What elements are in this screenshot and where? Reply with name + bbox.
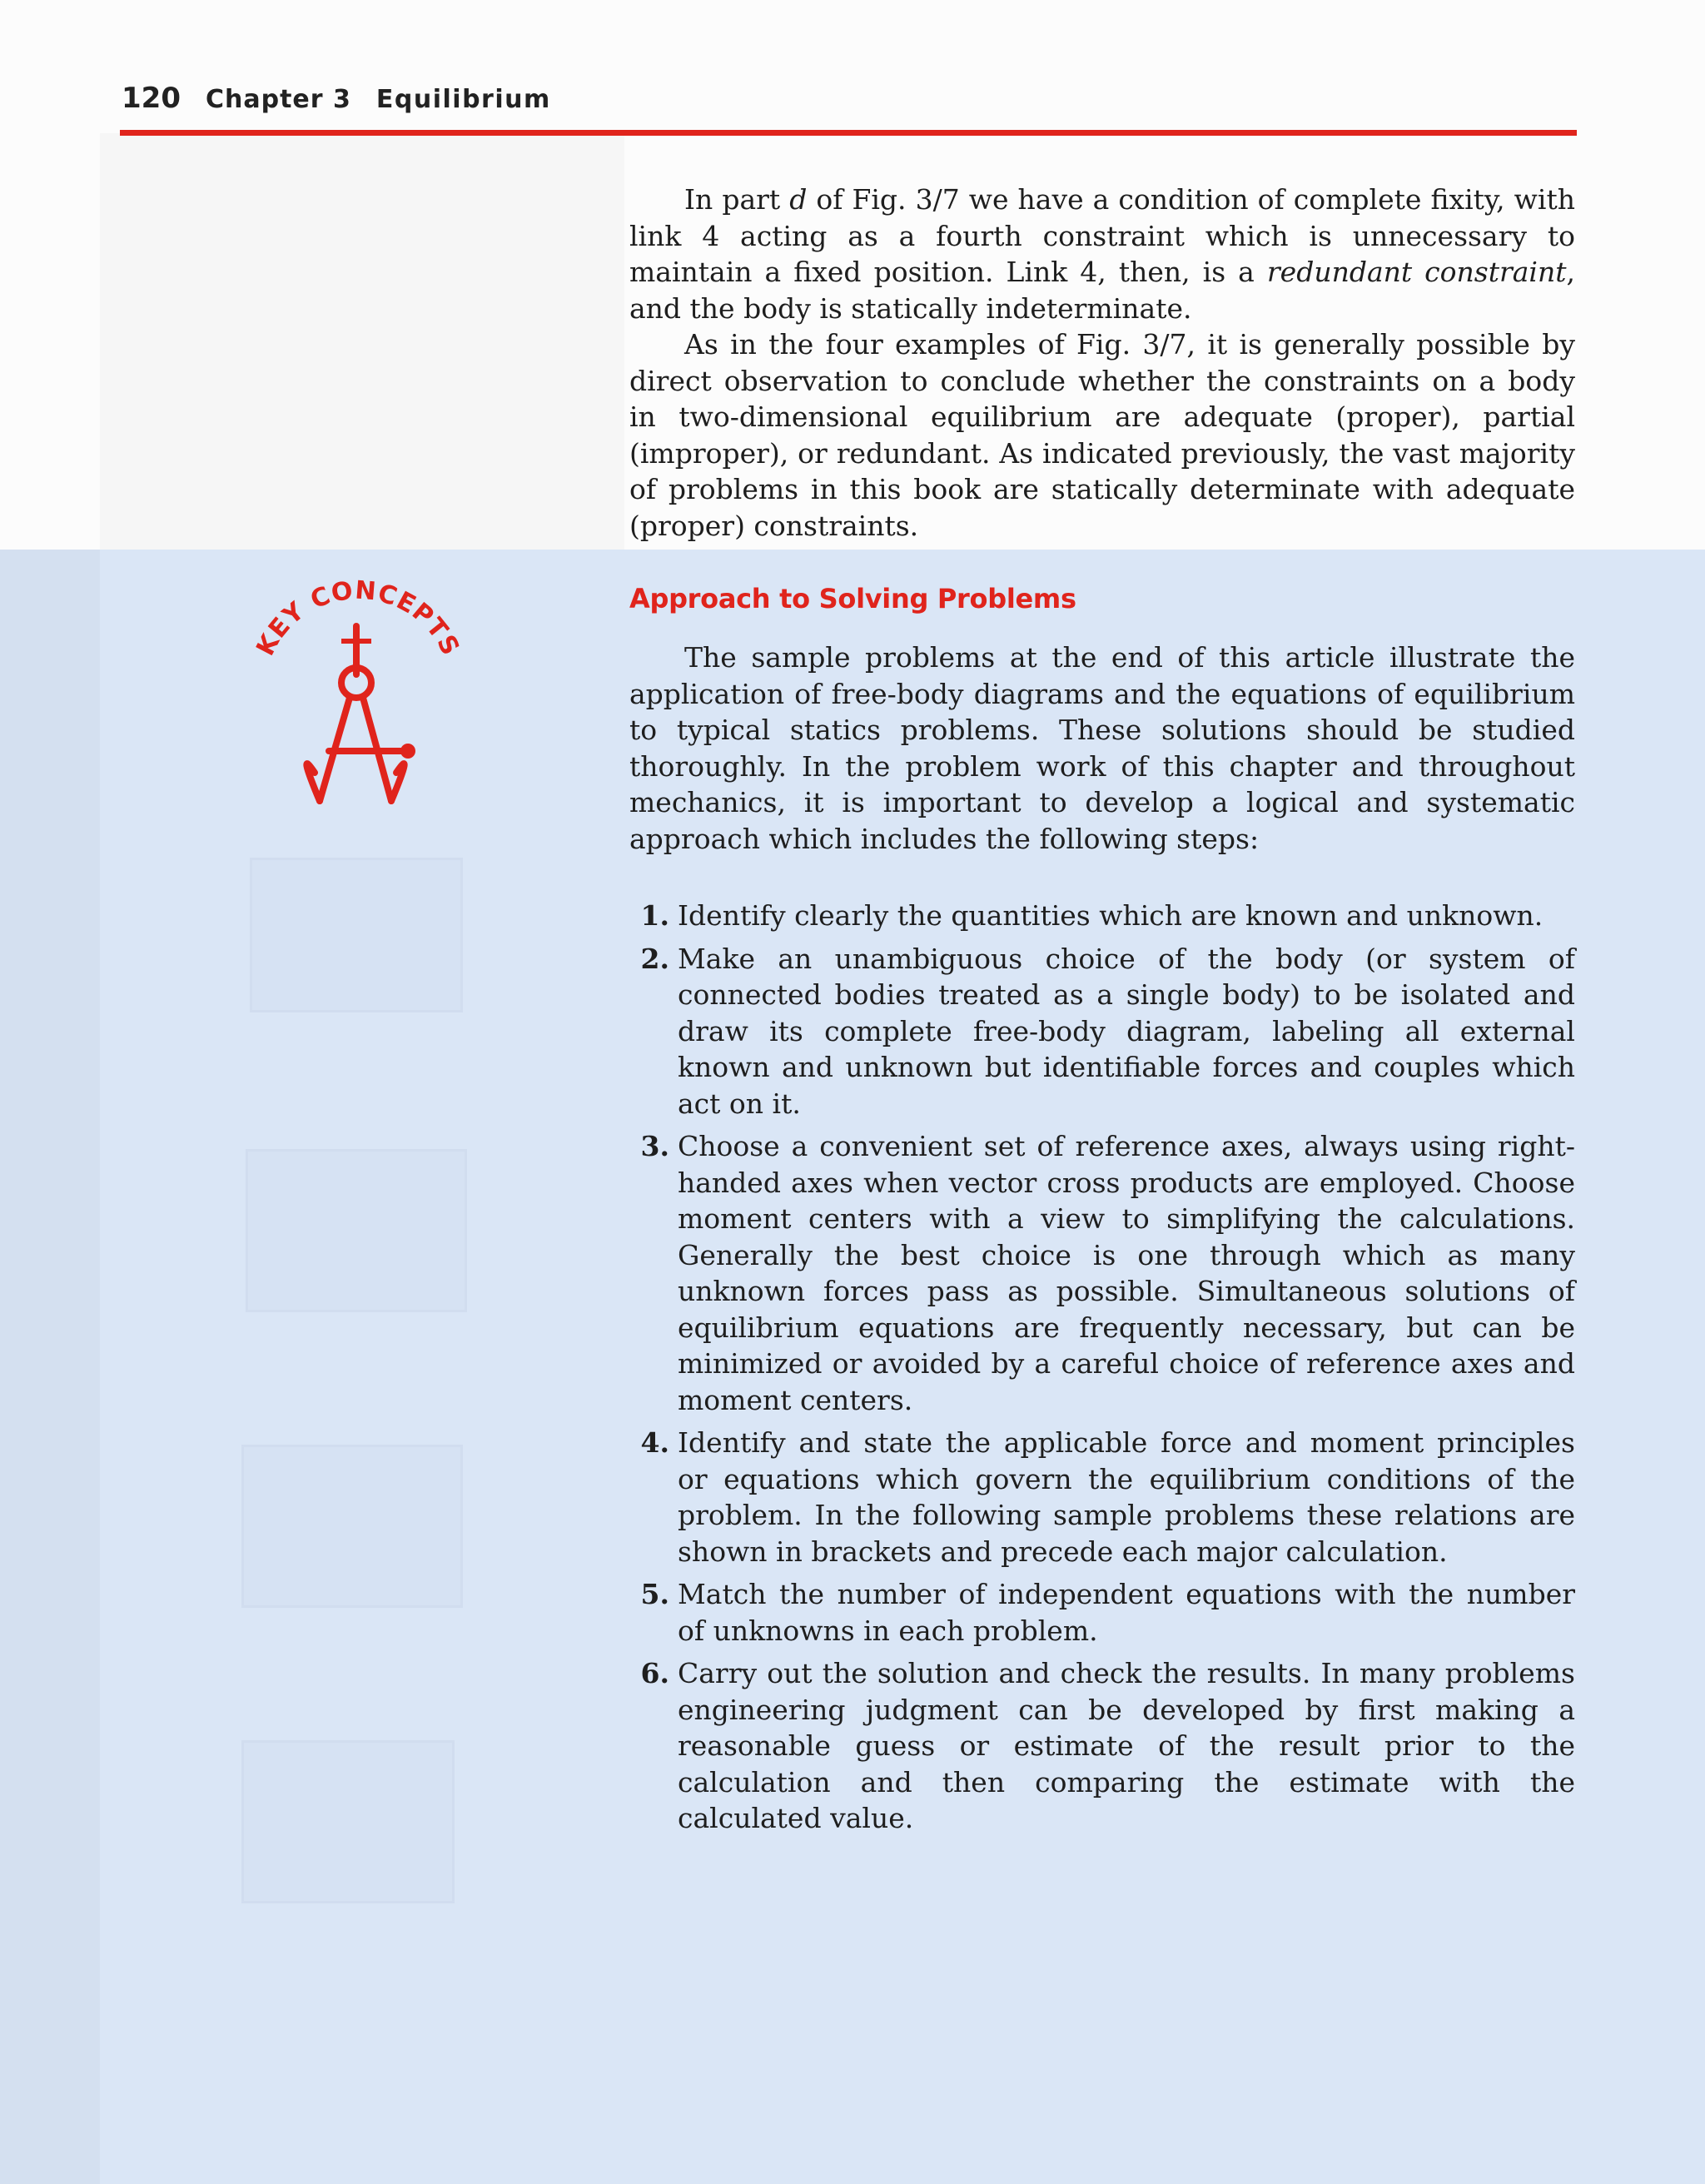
list-item <box>629 1128 1575 1418</box>
left-edge-shade <box>0 550 100 2184</box>
step-number: 2. <box>640 942 669 975</box>
section-title: Approach to Solving Problems <box>629 583 1076 614</box>
running-head <box>122 82 551 123</box>
step-text: Choose a convenient set of reference axes, always using right-handed axes when vector cross products are employed. Choose moment centers with a view to simplifying the calculations. Generally the best choice is one through which as many unknown forces pass as possible. Simultaneous solutions of equilibrium equations are frequently necessary, but can be minimized or avoided by a careful choice of reference axes and moment centers. <box>678 1130 1575 1416</box>
svg-text:KEY CONCEPTS: KEY CONCEPTS <box>251 575 465 661</box>
show-through-figure <box>241 1740 455 1903</box>
section-intro-paragraph: The sample problems at the end of this article illustrate the application of free-body diagrams and the equations of equilibrium to typical statics problems. These solutions should be studied thoroughly. In the problem work of this chapter and throughout mechanics, it is important to develop a logical and systematic approach which includes the following steps: <box>629 641 1575 855</box>
header-rule <box>120 130 1577 136</box>
intro-paragraph-2: As in the four examples of Fig. 3/7, it is generally possible by direct observation to conclude whether the constraints on a body in two-dimensional equilibrium are adequate (proper), partial (improper), or redundant. As indicated previously, the vast majority of problems in this book are statically determinate with adequate (proper) constraints. <box>629 328 1575 542</box>
list-item <box>629 1655 1575 1837</box>
list-item <box>629 1576 1575 1649</box>
intro-text <box>629 182 1575 544</box>
show-through-figure <box>241 1445 463 1608</box>
step-number: 3. <box>640 1130 669 1162</box>
step-text: Match the number of independent equations with the number of unknowns in each problem. <box>678 1578 1575 1647</box>
step-number: 1. <box>640 899 669 932</box>
chapter-title: Equilibrium <box>375 85 551 114</box>
section-intro <box>629 639 1575 857</box>
upper-margin-shade <box>100 133 624 550</box>
show-through-figure <box>246 1149 467 1312</box>
step-text: Carry out the solution and check the results. In many problems engineering judgment can be developed by first making a reasonable guess or estimate of the result prior to the calculation and then comparing the estimate with the calculated value. <box>678 1657 1575 1834</box>
show-through-figure <box>250 858 463 1012</box>
intro-paragraph-1: In part d of Fig. 3/7 we have a condition of complete fixity, with link 4 acting as a fourth constraint which is unnecessary to maintain a fixed position. Link 4, then, is a redundant constraint, and the body is statically indeterminate. <box>629 183 1575 325</box>
caliper-icon <box>250 575 466 841</box>
step-number: 5. <box>640 1578 669 1610</box>
step-number: 4. <box>640 1426 669 1459</box>
step-text: Identify clearly the quantities which are known and unknown. <box>678 899 1543 932</box>
chapter-label: Chapter 3 <box>205 85 351 114</box>
list-item <box>629 1425 1575 1570</box>
steps-list <box>629 898 1575 1843</box>
list-item <box>629 941 1575 1122</box>
step-number: 6. <box>640 1657 669 1689</box>
list-item <box>629 898 1575 934</box>
step-text: Identify and state the applicable force and moment principles or equations which govern the equilibrium conditions of the problem. In the following sample problems these relations are shown in brackets and precede each major calculation. <box>678 1426 1575 1568</box>
step-text: Make an unambiguous choice of the body (or system of connected bodies treated as a single body) to be isolated and draw its complete free-body diagram, labeling all external known and unknown but identifiable forces and couples which act on it. <box>678 942 1575 1120</box>
page-number: 120 <box>122 82 181 115</box>
